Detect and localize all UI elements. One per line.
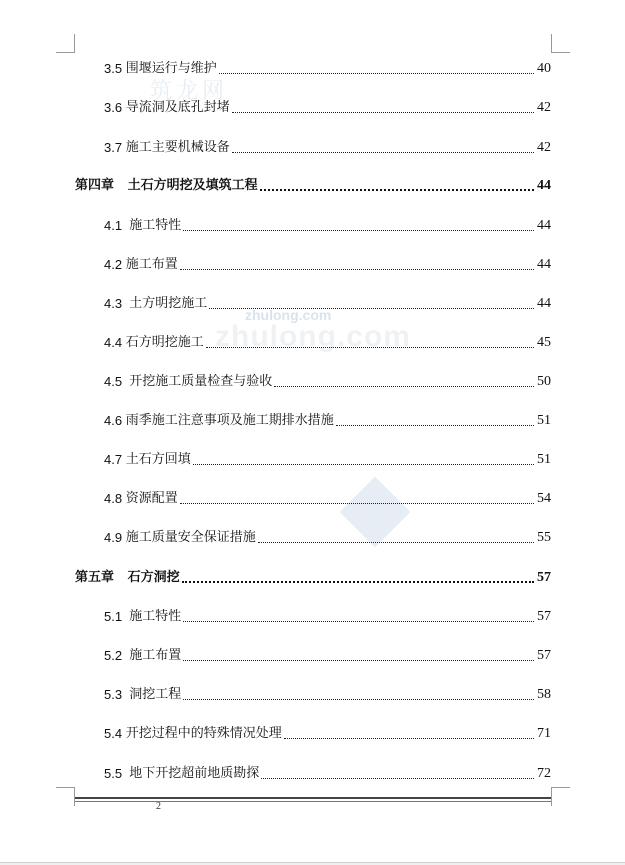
- toc-entry-title: 施工质量安全保证措施: [125, 530, 256, 545]
- toc-entry-number: 4.3: [104, 296, 130, 311]
- watermark-brand-text: zhulong.com: [215, 320, 411, 353]
- watermark-site-text: zhulong.com: [245, 307, 332, 323]
- toc-entry-page: 44: [537, 218, 551, 233]
- toc-entry-title: 第五章 石方洞挖: [75, 570, 180, 585]
- toc-entry-title: 开挖过程中的特殊情况处理: [125, 726, 282, 741]
- footer-rule: [75, 797, 551, 799]
- toc-leader-dots: [284, 738, 534, 739]
- toc-entry[interactable]: [104, 605, 551, 625]
- toc-entry[interactable]: [104, 526, 551, 546]
- toc-entry[interactable]: [104, 136, 551, 156]
- toc-leader-dots: [260, 189, 534, 191]
- toc-entry-title: 施工布置: [129, 648, 182, 663]
- toc-chapter-entry[interactable]: [75, 566, 551, 586]
- toc-entry-number: 4.9: [104, 530, 126, 545]
- toc-entry[interactable]: [104, 644, 551, 664]
- page-number: 2: [156, 801, 161, 812]
- toc-entry-title: 土石方回填: [125, 452, 191, 467]
- crop-mark-bottom-left: [56, 787, 75, 806]
- toc-entry-title: 施工特性: [129, 609, 182, 624]
- footer-rule-thin: [75, 801, 551, 802]
- toc-entry-page: 42: [537, 100, 551, 115]
- crop-mark-top-left: [56, 34, 75, 53]
- toc-leader-dots: [232, 152, 534, 153]
- toc-entry-page: 42: [537, 140, 551, 155]
- toc-entry-page: 51: [537, 413, 551, 428]
- toc-entry-page: 40: [537, 61, 551, 76]
- toc-entry[interactable]: [104, 57, 551, 77]
- toc-entry[interactable]: [104, 487, 551, 507]
- toc-leader-dots: [219, 73, 534, 74]
- toc-entry-title: 施工布置: [125, 257, 178, 272]
- toc-entry-title: 施工特性: [129, 218, 182, 233]
- toc-entry-page: 51: [537, 452, 551, 467]
- toc-entry-title: 地下开挖超前地质勘探: [129, 766, 260, 781]
- toc-entry-page: 58: [537, 687, 551, 702]
- toc-entry-page: 57: [537, 570, 551, 585]
- toc-leader-dots: [232, 112, 534, 113]
- toc-entry-number: 3.7: [104, 140, 126, 155]
- toc-entry[interactable]: [104, 448, 551, 468]
- toc-leader-dots: [209, 308, 534, 309]
- toc-entry[interactable]: [104, 762, 551, 782]
- toc-entry-number: 4.1: [104, 218, 130, 233]
- toc-entry-page: 57: [537, 648, 551, 663]
- toc-entry-number: 5.5: [104, 766, 130, 781]
- toc-entry-title: 施工主要机械设备: [125, 140, 230, 155]
- toc-entry-title: 石方明挖施工: [125, 335, 204, 350]
- toc-leader-dots: [183, 621, 534, 622]
- crop-mark-bottom-right: [551, 787, 570, 806]
- toc-entry-number: 4.8: [104, 491, 126, 506]
- toc-entry-number: 5.3: [104, 687, 130, 702]
- toc-leader-dots: [258, 542, 534, 543]
- toc-entry-page: 44: [537, 178, 551, 193]
- toc-entry-page: 55: [537, 530, 551, 545]
- toc-entry-title: 导流洞及底孔封堵: [125, 100, 230, 115]
- toc-entry-title: 洞挖工程: [129, 687, 182, 702]
- toc-leader-dots: [183, 660, 534, 661]
- toc-entry-title: 围堰运行与维护: [125, 61, 217, 76]
- toc-leader-dots: [183, 230, 534, 231]
- toc-entry-page: 44: [537, 257, 551, 272]
- watermark-top-text: 筑龙网: [150, 78, 229, 103]
- toc-leader-dots: [183, 699, 534, 700]
- toc-entry[interactable]: [104, 214, 551, 234]
- toc-entry-number: 4.4: [104, 335, 126, 350]
- toc-entry-page: 45: [537, 335, 551, 350]
- toc-entry[interactable]: [104, 370, 551, 390]
- toc-leader-dots: [206, 347, 534, 348]
- toc-entry[interactable]: [104, 722, 551, 742]
- toc-entry[interactable]: [104, 683, 551, 703]
- toc-entry[interactable]: [104, 331, 551, 351]
- toc-entry[interactable]: [104, 409, 551, 429]
- toc-entry-title: 土方明挖施工: [129, 296, 208, 311]
- toc-entry-number: 3.5: [104, 61, 126, 76]
- toc-chapter-entry[interactable]: [75, 174, 551, 194]
- toc-entry[interactable]: [104, 253, 551, 273]
- toc-entry-page: 71: [537, 726, 551, 741]
- toc-entry-number: 4.2: [104, 257, 126, 272]
- toc-leader-dots: [180, 269, 534, 270]
- toc-leader-dots: [274, 386, 534, 387]
- toc-entry-title: 开挖施工质量检查与验收: [129, 374, 273, 389]
- toc-entry-number: 4.5: [104, 374, 130, 389]
- toc-entry-title: 资源配置: [125, 491, 178, 506]
- toc-entry-page: 50: [537, 374, 551, 389]
- toc-entry-number: 4.7: [104, 452, 126, 467]
- toc-leader-dots: [336, 425, 534, 426]
- toc-entry[interactable]: [104, 96, 551, 116]
- toc-entry-title: 雨季施工注意事项及施工期排水措施: [125, 413, 334, 428]
- toc-leader-dots: [182, 581, 534, 583]
- toc-leader-dots: [261, 778, 534, 779]
- toc-entry-number: 5.4: [104, 726, 126, 741]
- toc-entry-number: 5.2: [104, 648, 130, 663]
- toc-entry-number: 3.6: [104, 100, 126, 115]
- toc-entry-number: 4.6: [104, 413, 126, 428]
- toc-entry-page: 54: [537, 491, 551, 506]
- toc-entry-page: 72: [537, 766, 551, 781]
- toc-entry-title: 第四章 土石方明挖及填筑工程: [75, 178, 258, 193]
- toc-leader-dots: [193, 464, 534, 465]
- crop-mark-top-right: [551, 34, 570, 53]
- toc-leader-dots: [180, 503, 534, 504]
- toc-entry-number: 5.1: [104, 609, 130, 624]
- toc-entry[interactable]: [104, 292, 551, 312]
- toc-entry-page: 44: [537, 296, 551, 311]
- toc-entry-page: 57: [537, 609, 551, 624]
